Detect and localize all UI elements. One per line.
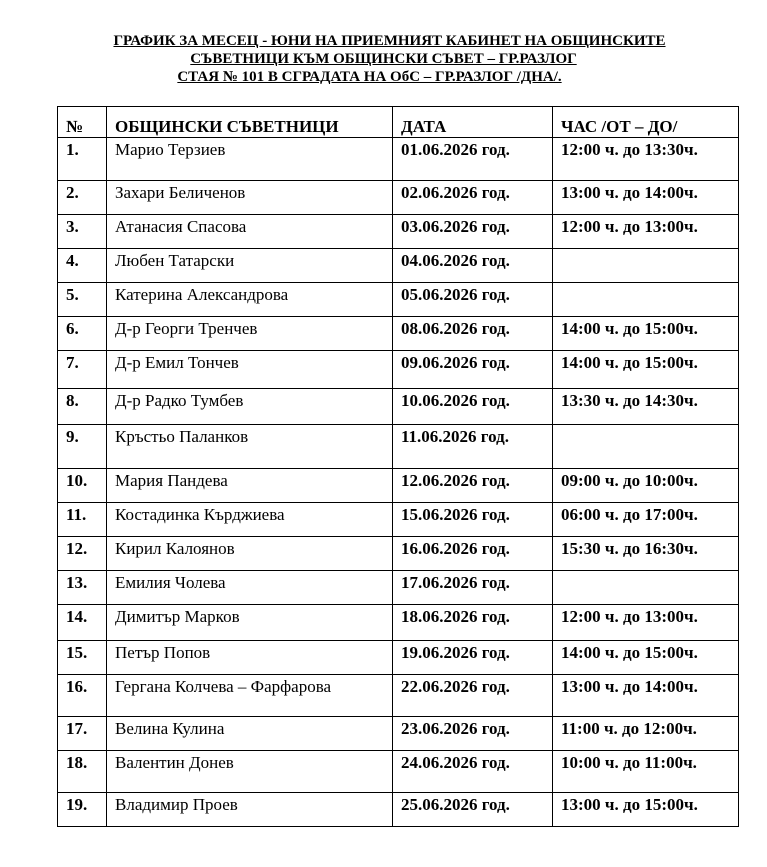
column-header-number: № xyxy=(58,107,107,138)
reception-date: 23.06.2026 год. xyxy=(393,717,553,751)
row-number: 9. xyxy=(58,425,107,469)
table-row xyxy=(58,215,739,249)
row-number: 7. xyxy=(58,351,107,389)
reception-date: 05.06.2026 год. xyxy=(393,283,553,317)
reception-time: 13:00 ч. до 14:00ч. xyxy=(553,181,739,215)
reception-time xyxy=(553,571,739,605)
reception-time: 14:00 ч. до 15:00ч. xyxy=(553,351,739,389)
column-header-time: ЧАС /ОТ – ДО/ xyxy=(553,107,739,138)
table-row xyxy=(58,503,739,537)
table-row xyxy=(58,537,739,571)
row-number: 1. xyxy=(58,138,107,181)
councillor-name: Валентин Донев xyxy=(107,751,393,793)
reception-date: 08.06.2026 год. xyxy=(393,317,553,351)
reception-date: 04.06.2026 год. xyxy=(393,249,553,283)
table-row xyxy=(58,283,739,317)
reception-time: 11:00 ч. до 12:00ч. xyxy=(553,717,739,751)
councillor-name: Петър Попов xyxy=(107,641,393,675)
councillor-name: Мария Пандева xyxy=(107,469,393,503)
reception-date: 10.06.2026 год. xyxy=(393,389,553,425)
row-number: 2. xyxy=(58,181,107,215)
reception-time: 06:00 ч. до 17:00ч. xyxy=(553,503,739,537)
reception-date: 16.06.2026 год. xyxy=(393,537,553,571)
schedule-table xyxy=(57,106,739,827)
reception-date: 01.06.2026 год. xyxy=(393,138,553,181)
document-title-line-2: СЪВЕТНИЦИ КЪМ ОБЩИНСКИ СЪВЕТ – ГР.РАЗЛОГ xyxy=(190,51,577,67)
document-title-line-1: ГРАФИК ЗА МЕСЕЦ - ЮНИ НА ПРИЕМНИЯТ КАБИНЕТ НА ОБЩИНСКИТЕ xyxy=(113,33,666,49)
reception-date: 03.06.2026 год. xyxy=(393,215,553,249)
row-number: 6. xyxy=(58,317,107,351)
table-row xyxy=(58,605,739,641)
reception-date: 15.06.2026 год. xyxy=(393,503,553,537)
reception-time: 10:00 ч. до 11:00ч. xyxy=(553,751,739,793)
table-row xyxy=(58,138,739,181)
table-row xyxy=(58,717,739,751)
table-row xyxy=(58,469,739,503)
table-row xyxy=(58,181,739,215)
row-number: 18. xyxy=(58,751,107,793)
reception-date: 09.06.2026 год. xyxy=(393,351,553,389)
column-header-councillors: ОБЩИНСКИ СЪВЕТНИЦИ xyxy=(107,107,393,138)
row-number: 14. xyxy=(58,605,107,641)
table-row xyxy=(58,425,739,469)
reception-time xyxy=(553,283,739,317)
reception-date: 19.06.2026 год. xyxy=(393,641,553,675)
councillor-name: Гергана Колчева – Фарфарова xyxy=(107,675,393,717)
councillor-name: Димитър Марков xyxy=(107,605,393,641)
table-row xyxy=(58,751,739,793)
document-title-line-3: СТАЯ № 101 В СГРАДАТА НА ОбС – ГР.РАЗЛОГ /ДНА/. xyxy=(177,69,562,85)
reception-time: 13:00 ч. до 14:00ч. xyxy=(553,675,739,717)
councillor-name: Д-р Емил Тончев xyxy=(107,351,393,389)
row-number: 3. xyxy=(58,215,107,249)
column-header-date: ДАТА xyxy=(393,107,553,138)
reception-time: 12:00 ч. до 13:00ч. xyxy=(553,215,739,249)
reception-time: 12:00 ч. до 13:30ч. xyxy=(553,138,739,181)
table-header-row xyxy=(58,107,739,138)
table-row xyxy=(58,641,739,675)
councillor-name: Марио Терзиев xyxy=(107,138,393,181)
councillor-name: Костадинка Кърджиева xyxy=(107,503,393,537)
reception-time xyxy=(553,425,739,469)
row-number: 11. xyxy=(58,503,107,537)
councillor-name: Атанасия Спасова xyxy=(107,215,393,249)
row-number: 16. xyxy=(58,675,107,717)
councillor-name: Захари Беличенов xyxy=(107,181,393,215)
row-number: 12. xyxy=(58,537,107,571)
row-number: 13. xyxy=(58,571,107,605)
row-number: 4. xyxy=(58,249,107,283)
reception-time xyxy=(553,249,739,283)
table-row xyxy=(58,351,739,389)
councillor-name: Любен Татарски xyxy=(107,249,393,283)
reception-time: 14:00 ч. до 15:00ч. xyxy=(553,317,739,351)
reception-time: 12:00 ч. до 13:00ч. xyxy=(553,605,739,641)
reception-time: 13:00 ч. до 15:00ч. xyxy=(553,793,739,827)
councillor-name: Велина Кулина xyxy=(107,717,393,751)
reception-date: 12.06.2026 год. xyxy=(393,469,553,503)
councillor-name: Владимир Проев xyxy=(107,793,393,827)
reception-time: 15:30 ч. до 16:30ч. xyxy=(553,537,739,571)
table-row xyxy=(58,793,739,827)
councillor-name: Катерина Александрова xyxy=(107,283,393,317)
councillor-name: Д-р Радко Тумбев xyxy=(107,389,393,425)
table-row xyxy=(58,675,739,717)
councillor-name: Д-р Георги Тренчев xyxy=(107,317,393,351)
councillor-name: Кирил Калоянов xyxy=(107,537,393,571)
reception-date: 17.06.2026 год. xyxy=(393,571,553,605)
reception-date: 24.06.2026 год. xyxy=(393,751,553,793)
reception-date: 11.06.2026 год. xyxy=(393,425,553,469)
reception-date: 25.06.2026 год. xyxy=(393,793,553,827)
reception-time: 09:00 ч. до 10:00ч. xyxy=(553,469,739,503)
table-row xyxy=(58,249,739,283)
reception-date: 18.06.2026 год. xyxy=(393,605,553,641)
reception-date: 02.06.2026 год. xyxy=(393,181,553,215)
row-number: 10. xyxy=(58,469,107,503)
row-number: 8. xyxy=(58,389,107,425)
row-number: 5. xyxy=(58,283,107,317)
row-number: 17. xyxy=(58,717,107,751)
row-number: 19. xyxy=(58,793,107,827)
councillor-name: Кръстьо Паланков xyxy=(107,425,393,469)
table-row xyxy=(58,389,739,425)
reception-time: 14:00 ч. до 15:00ч. xyxy=(553,641,739,675)
row-number: 15. xyxy=(58,641,107,675)
table-row xyxy=(58,571,739,605)
table-row xyxy=(58,317,739,351)
councillor-name: Емилия Чолева xyxy=(107,571,393,605)
reception-date: 22.06.2026 год. xyxy=(393,675,553,717)
reception-time: 13:30 ч. до 14:30ч. xyxy=(553,389,739,425)
